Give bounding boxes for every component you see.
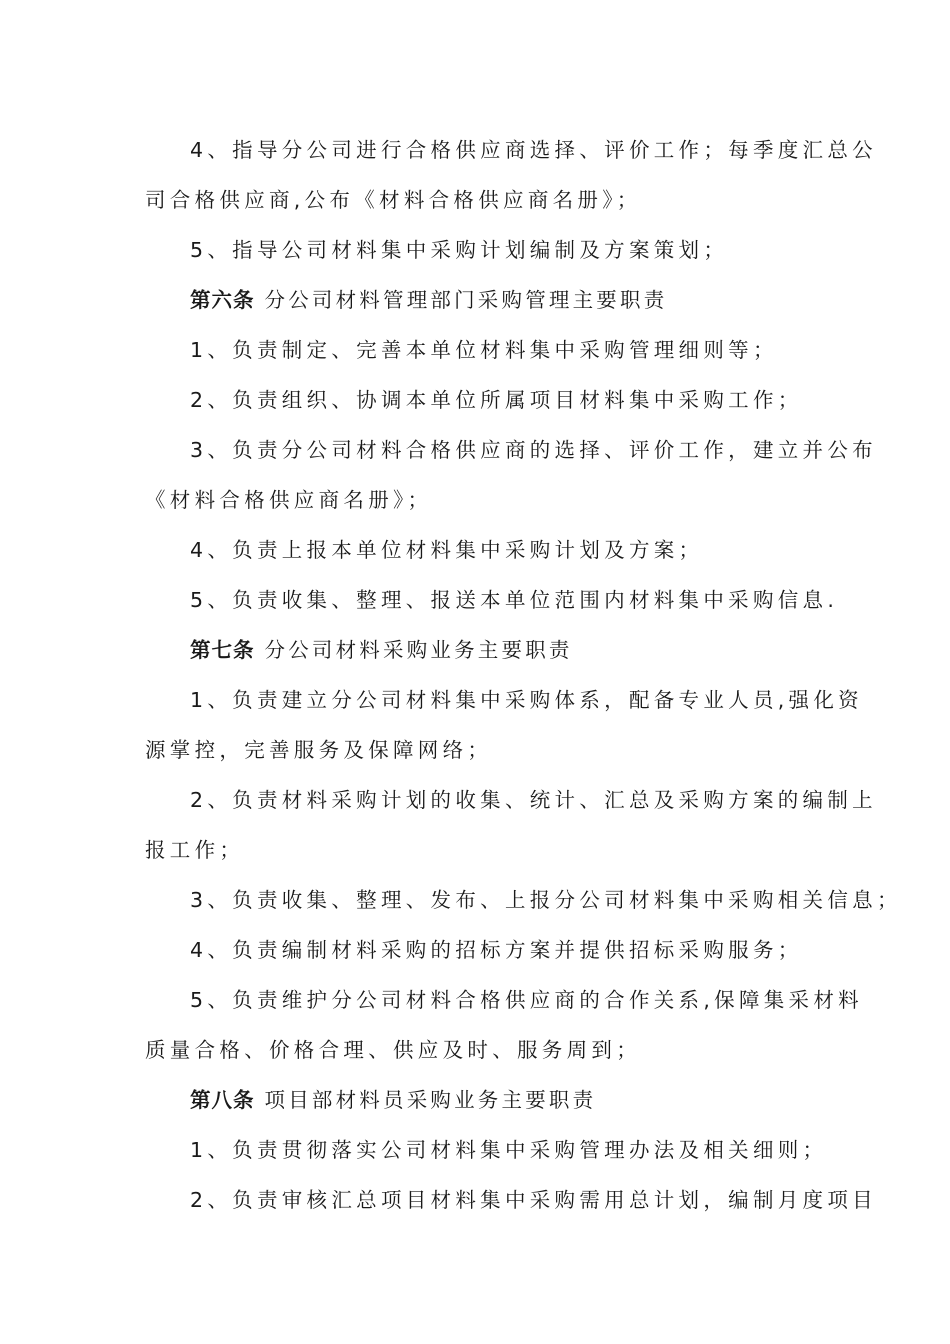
- paragraph-line: 2、负责组织、协调本单位所属项目材料集中采购工作；: [190, 388, 803, 412]
- article-title: 分公司材料采购业务主要职责: [264, 638, 573, 662]
- paragraph-line: 1、负责建立分公司材料集中采购体系，配备专业人员,强化资: [190, 688, 863, 712]
- article-heading: [190, 285, 830, 315]
- paragraph-line: 源掌控，完善服务及保障网络；: [145, 738, 493, 762]
- paragraph-line: 司合格供应商,公布《材料合格供应商名册》；: [145, 188, 642, 212]
- paragraph-line: 5、指导公司材料集中采购计划编制及方案策划；: [190, 238, 729, 262]
- paragraph-line: 4、指导分公司进行合格供应商选择、评价工作；每季度汇总公: [190, 138, 877, 162]
- paragraph-line: 1、负责贯彻落实公司材料集中采购管理办法及相关细则；: [190, 1138, 828, 1162]
- paragraph-line: 质量合格、价格合理、供应及时、服务周到；: [145, 1038, 641, 1062]
- paragraph-line: 5、负责收集、整理、报送本单位范围内材料集中采购信息.: [190, 588, 839, 612]
- paragraph-line: 2、负责材料采购计划的收集、统计、汇总及采购方案的编制上: [190, 788, 877, 812]
- paragraph-line: 4、负责上报本单位材料集中采购计划及方案；: [190, 538, 704, 562]
- paragraph-line: 1、负责制定、完善本单位材料集中采购管理细则等；: [190, 338, 778, 362]
- article-number: 第六条: [190, 288, 255, 312]
- paragraph-line: 3、负责分公司材料合格供应商的选择、评价工作，建立并公布: [190, 438, 877, 462]
- article-heading: [190, 635, 830, 665]
- paragraph-line: 5、负责维护分公司材料合格供应商的合作关系,保障集采材料: [190, 988, 863, 1012]
- article-number: 第七条: [190, 638, 255, 662]
- paragraph-line: 3、负责收集、整理、发布、上报分公司材料集中采购相关信息；: [190, 888, 902, 912]
- article-title: 项目部材料员采购业务主要职责: [264, 1088, 597, 1112]
- article-title: 分公司材料管理部门采购管理主要职责: [264, 288, 668, 312]
- paragraph-line: 4、负责编制材料采购的招标方案并提供招标采购服务；: [190, 938, 803, 962]
- article-heading: [190, 1085, 830, 1115]
- paragraph-line: 2、负责审核汇总项目材料集中采购需用总计划，编制月度项目: [190, 1188, 877, 1212]
- paragraph-line: 报工作；: [145, 838, 245, 862]
- paragraph-line: 《材料合格供应商名册》；: [145, 488, 433, 512]
- article-number: 第八条: [190, 1088, 255, 1112]
